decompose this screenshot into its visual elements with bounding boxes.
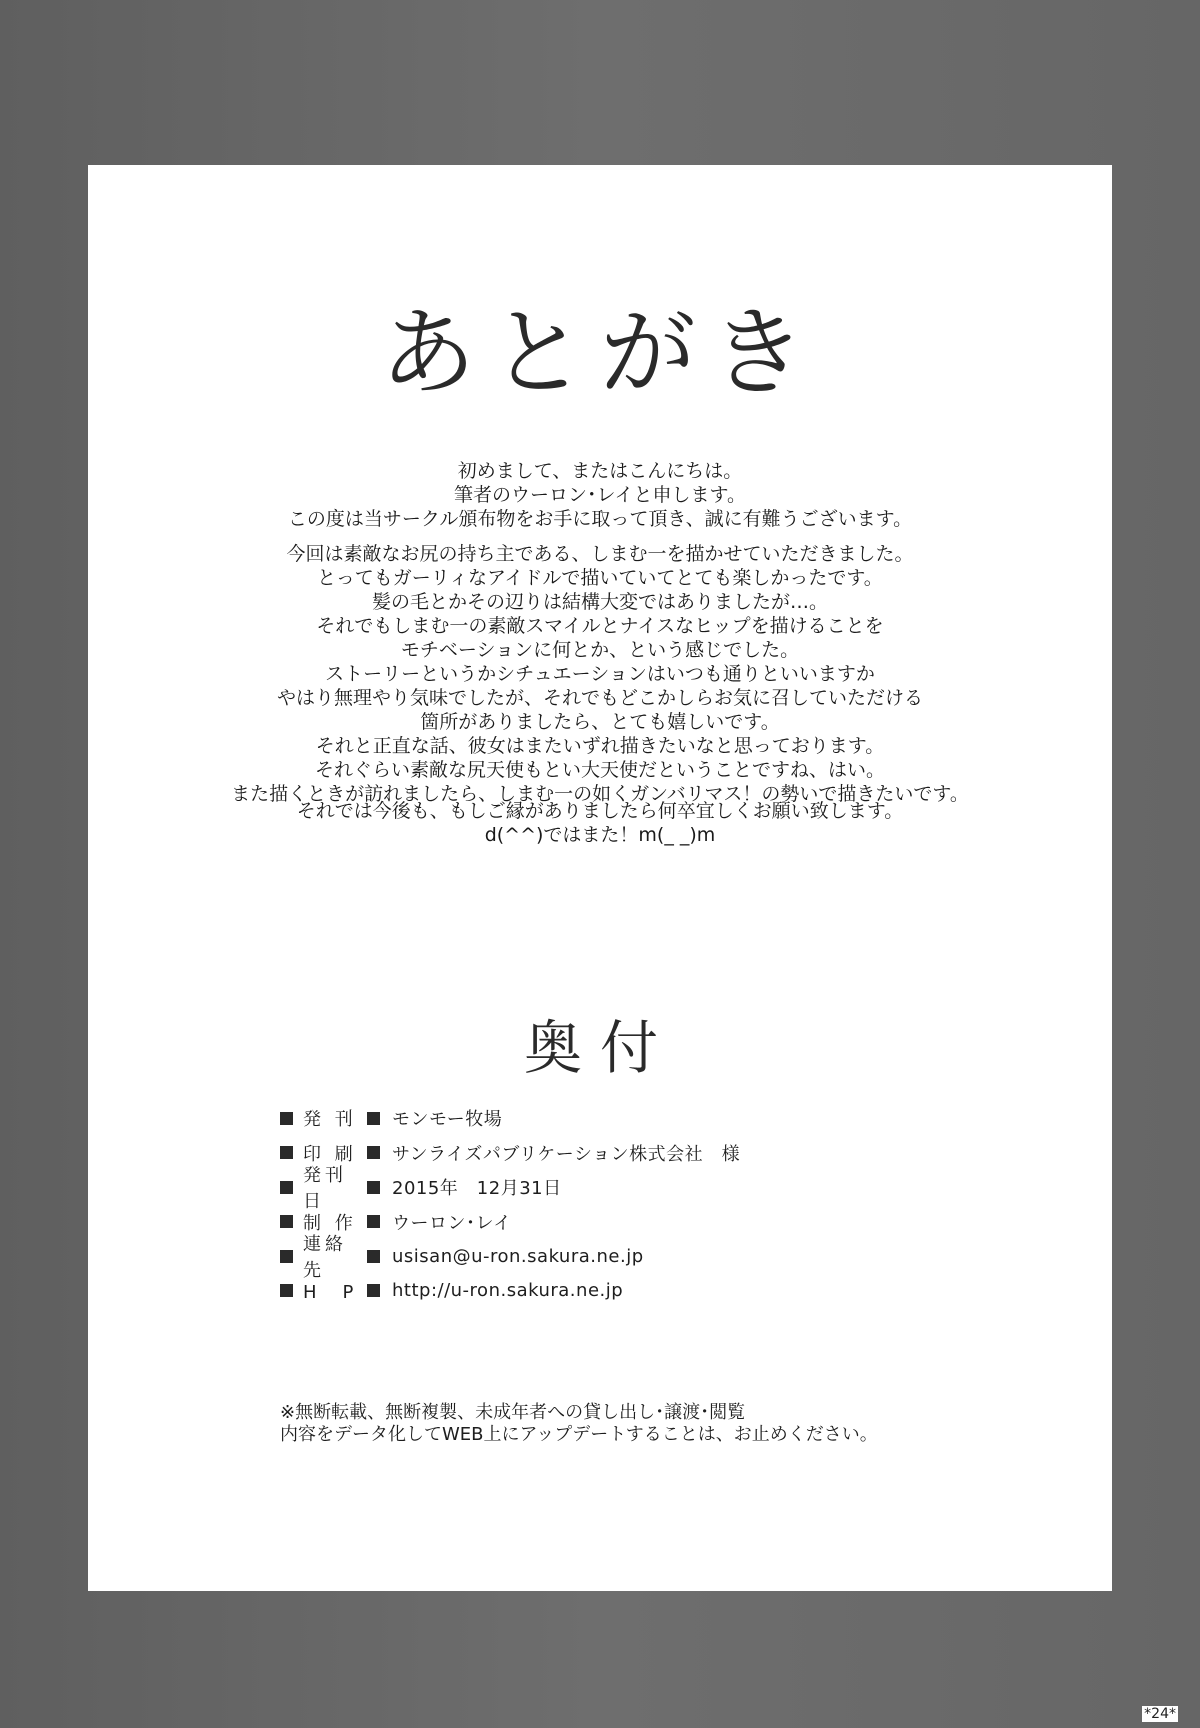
colophon-row-contact (280, 1234, 920, 1282)
square-bullet-icon (367, 1112, 380, 1125)
square-bullet-icon (367, 1284, 380, 1297)
page-number: *24* (1144, 1706, 1176, 1722)
intro-line: 筆者のウーロン･レイと申します。 (453, 484, 747, 506)
colophon-key: 連絡先 (303, 1234, 347, 1282)
colophon-row-publisher (280, 1101, 920, 1136)
colophon-value: モンモー牧場 (392, 1109, 503, 1131)
colophon-key: 制 作 (303, 1212, 357, 1234)
body-line: それでもしまむ一の素敵スマイルとナイスなヒップを描けることを (316, 615, 884, 637)
colophon-row-homepage (280, 1274, 920, 1309)
square-bullet-icon (367, 1181, 380, 1194)
body-line: それぐらい素敵な尻天使もとい大天使だということですね、はい。 (314, 759, 885, 781)
afterword-body (88, 542, 1112, 806)
colophon-value: http://u-ron.sakura.ne.jp (392, 1280, 624, 1302)
intro-line: 初めまして、またはこんにちは。 (457, 460, 743, 482)
body-line: やはり無理やり気味でしたが、それでもどこかしらお気に召していただける (276, 687, 923, 709)
colophon-value: 2015年 12月31日 (392, 1178, 562, 1200)
body-line: ストーリーというかシチュエーションはいつも通りといいますか (325, 663, 875, 685)
square-bullet-icon (367, 1215, 380, 1228)
colophon-value: サンライズパブリケーション株式会社 様 (392, 1143, 741, 1165)
notice-line: ※無断転載、無断複製、未成年者への貸し出し･譲渡･閲覧 (280, 1402, 746, 1423)
body-line: また描くときが訪れましたら、しまむ一の如くガンバリマス！の勢いで描きたいです。 (231, 783, 969, 805)
colophon-row-printer (280, 1136, 920, 1171)
afterword-intro (88, 459, 1112, 531)
body-line: モチベーションに何とか、という感じでした。 (400, 639, 800, 661)
colophon-value: usisan@u-ron.sakura.ne.jp (392, 1245, 644, 1267)
colophon-row-date (280, 1165, 920, 1213)
body-line: 箇所がありましたら、とても嬉しいです。 (420, 711, 780, 733)
body-line: とってもガーリィなアイドルで描いていてとても楽しかったです。 (317, 567, 883, 589)
colophon-value: ウーロン･レイ (392, 1212, 512, 1234)
afterword-closing (88, 799, 1112, 847)
square-bullet-icon (367, 1250, 380, 1263)
square-bullet-icon (367, 1146, 380, 1159)
square-bullet-icon (280, 1215, 293, 1228)
colophon-title: 奥付 (523, 1014, 676, 1082)
closing-line: それでは今後も、もしご縁がありましたら何卒宜しくお願い致します。 (296, 800, 904, 822)
colophon-key: 印 刷 (303, 1143, 357, 1165)
square-bullet-icon (280, 1181, 293, 1194)
body-line: 今回は素敵なお尻の持ち主である、しまむ一を描かせていただきました。 (286, 543, 914, 565)
square-bullet-icon (280, 1250, 293, 1263)
closing-line: d(^^)ではまた！m(_ _)m (484, 824, 716, 846)
body-line: 髪の毛とかその辺りは結構大変ではありましたが…。 (371, 591, 828, 613)
colophon-table (280, 1101, 920, 1308)
afterword-title: あとがき (380, 297, 820, 409)
square-bullet-icon (280, 1284, 293, 1297)
colophon-key: H P (303, 1281, 358, 1303)
document-page (88, 165, 1112, 1591)
square-bullet-icon (280, 1112, 293, 1125)
colophon-row-author (280, 1205, 920, 1240)
intro-line: この度は当サークル頒布物をお手に取って頂き、誠に有難うございます。 (287, 508, 913, 530)
colophon-key: 発 刊 (303, 1109, 357, 1131)
colophon-key: 発刊日 (303, 1165, 347, 1213)
body-line: それと正直な話、彼女はまたいずれ描きたいなと思っております。 (315, 735, 885, 757)
copyright-notice (280, 1402, 878, 1446)
square-bullet-icon (280, 1146, 293, 1159)
notice-line: 内容をデータ化してWEB上にアップデートすることは、お止めください。 (280, 1424, 878, 1445)
